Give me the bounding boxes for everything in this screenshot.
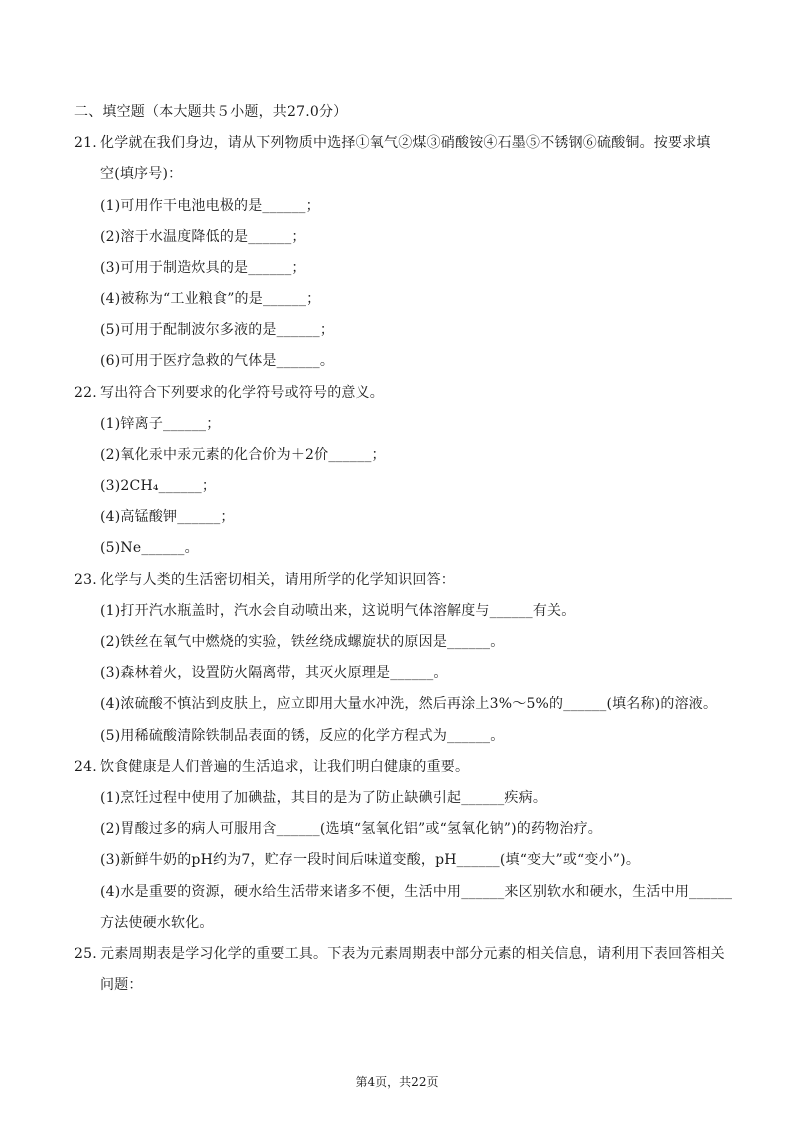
sub-question: (3)新鲜牛奶的pH约为7，贮存一段时间后味道变酸，pH______(填“变大”或“变小”)。 [100, 852, 641, 868]
question-stem-line: 饮食健康是人们普遍的生活追求，让我们明白健康的重要。 [100, 759, 470, 775]
sub-question: (2)氧化汞中汞元素的化合价为＋2价______； [100, 447, 386, 463]
sub-question: (1)烹饪过程中使用了加碘盐，其目的是为了防止缺碘引起______疾病。 [100, 790, 548, 806]
question-number: 23. [74, 572, 97, 588]
sub-question: (4)浓硫酸不慎沾到皮肤上，应立即用大量水冲洗，然后再涂上3%～5%的______(填名称)的溶液。 [100, 696, 718, 712]
sub-question: (3)2CH₄______； [100, 478, 217, 494]
question-stem-line: 化学与人类的生活密切相关，请用所学的化学知识回答： [100, 572, 455, 588]
question-stem-line: 空(填序号)： [100, 166, 183, 182]
sub-question: 方法使硬水软化。 [100, 915, 214, 931]
section-title: 二、填空题（本大题共５小题，共27.0分） [74, 104, 348, 120]
sub-question: (5)可用于配制波尔多液的是______； [100, 322, 335, 338]
sub-question: (5)用稀硫酸清除铁制品表面的锈，反应的化学方程式为______。 [100, 728, 505, 744]
sub-question: (1)可用作干电池电极的是______； [100, 198, 320, 214]
sub-question: (4)水是重要的资源，硬水给生活带来诸多不便，生活中用______来区别软水和硬水，生活中用______ [100, 884, 733, 900]
sub-question: (2)溶于水温度降低的是______； [100, 229, 306, 245]
question-stem-line: 化学就在我们身边，请从下列物质中选择①氧气②煤③硝酸铵④石墨⑤不锈钢⑥硫酸铜。按要求填 [100, 135, 711, 151]
page-footer: 第4页，共22页 [355, 1075, 439, 1089]
sub-question: (2)胃酸过多的病人可服用含______(选填“氢氧化铝”或“氢氧化钠”)的药物治疗。 [100, 821, 602, 837]
question-stem-line: 问题： [100, 977, 143, 993]
sub-question: (5)Ne______。 [100, 540, 199, 556]
question-number: 22. [74, 385, 97, 401]
sub-question: (1)锌离子______； [100, 416, 221, 432]
question-stem-line: 写出符合下列要求的化学符号或符号的意义。 [100, 385, 384, 401]
question-number: 24. [74, 759, 97, 775]
question-stem-line: 元素周期表是学习化学的重要工具。下表为元素周期表中部分元素的相关信息，请利用下表回答相关 [100, 946, 725, 962]
sub-question: (3)森林着火，设置防火隔离带，其灭火原理是______。 [100, 665, 448, 681]
sub-question: (2)铁丝在氧气中燃烧的实验，铁丝绕成螺旋状的原因是______。 [100, 634, 505, 650]
question-number: 25. [74, 946, 97, 962]
sub-question: (6)可用于医疗急救的气体是______。 [100, 353, 335, 369]
question-number: 21. [74, 135, 97, 151]
sub-question: (3)可用于制造炊具的是______； [100, 260, 306, 276]
sub-question: (4)高锰酸钾______； [100, 509, 235, 525]
sub-question: (1)打开汽水瓶盖时，汽水会自动喷出来，这说明气体溶解度与______有关。 [100, 603, 576, 619]
sub-question: (4)被称为“工业粮食”的是______； [100, 291, 321, 307]
